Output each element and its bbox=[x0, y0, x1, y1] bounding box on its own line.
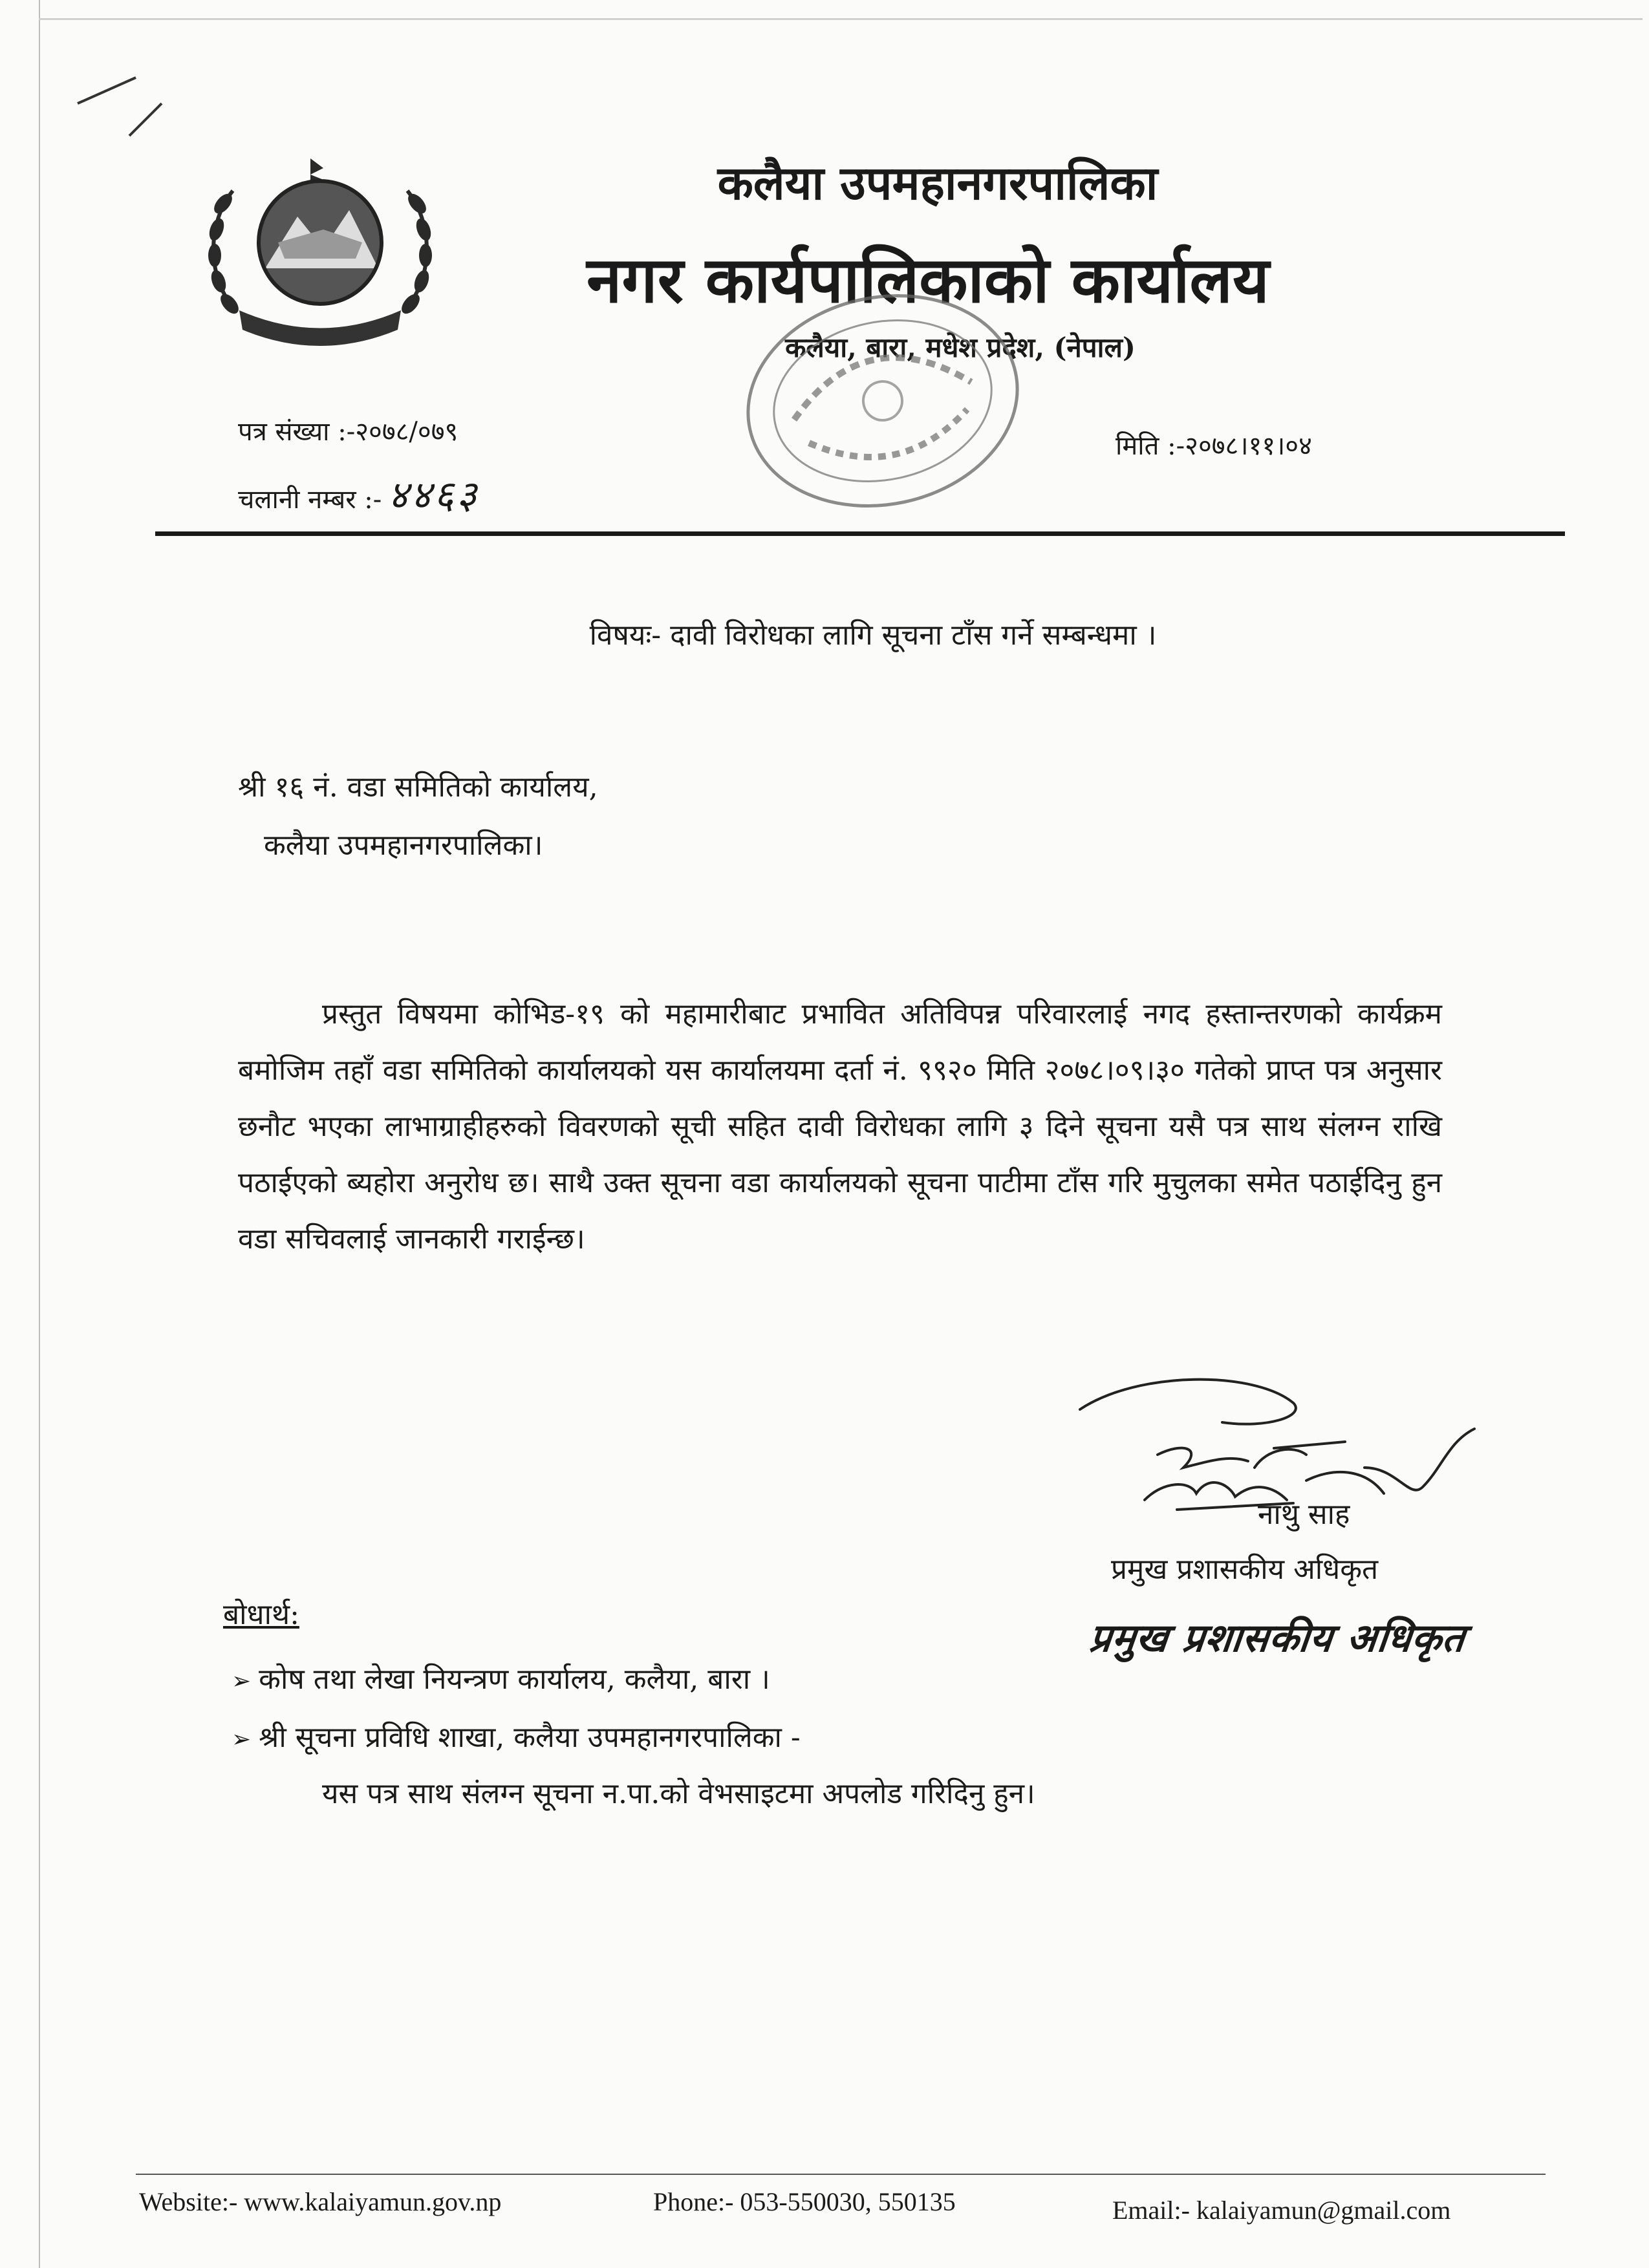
signatory-name: नाथु साह bbox=[1258, 1498, 1350, 1531]
letter-body: प्रस्तुत विषयमा कोभिड-१९ को महामारीबाट प्रभावित अतिविपन्न परिवारलाई नगद हस्तान्तरणको कार्यक्रम बमोजिम तहाँ वडा समितिको कार्यालयको यस कार्यालयमा दर्ता नं. ९९२० मिति २०७८।०९।३० गतेको प्राप्त पत्र अनुसार छनौट भएका लाभाग्राहीहरुको विवरणको सूची सहित दावी विरोधका लागि ३ दिने सूचना यसै पत्र साथ संलग्न राखि पठाईएको ब्यहोरा अनुरोध छ। साथै उक्त सूचना वडा कार्यालयको सूचना पाटीमा टाँस गरि मुचुलका समेत पठाईदिनु हुन वडा सचिवलाई जानकारी गराईन्छ। bbox=[238, 998, 1442, 1256]
footer-divider bbox=[136, 2174, 1546, 2175]
signatory-title: प्रमुख प्रशासकीय अधिकृत bbox=[1111, 1553, 1379, 1586]
cc-item bbox=[232, 1658, 770, 1697]
office-stamp-icon bbox=[731, 278, 1035, 524]
dispatch-number bbox=[238, 467, 479, 520]
cc-item-note: यस पत्र साथ संलग्न सूचना न.पा.को वेभसाइटमा अपलोड गरिदिनु हुन। bbox=[322, 1777, 1035, 1810]
cc-item-text: कोष तथा लेखा नियन्त्रण कार्यालय, कलैया, बारा । bbox=[259, 1663, 770, 1696]
cc-item-text: श्री सूचना प्रविधि शाखा, कलैया उपमहानगरपालिका - bbox=[259, 1721, 801, 1754]
header-divider bbox=[155, 531, 1565, 536]
scan-top-edge bbox=[39, 18, 1643, 20]
letter-number bbox=[238, 412, 458, 448]
addressee-line-1: श्री १६ नं. वडा समितिको कार्यालय, bbox=[238, 771, 598, 804]
municipality-name: कलैया उपमहानगरपालिका bbox=[717, 155, 1158, 210]
footer-phone: Phone:- 053-550030, 550135 bbox=[653, 2187, 956, 2216]
cc-item bbox=[232, 1717, 801, 1755]
letter-number-value: २०७८/०७९ bbox=[355, 417, 458, 447]
footer-email: Email:- kalaiyamun@gmail.com bbox=[1112, 2196, 1451, 2225]
letter-date bbox=[1116, 427, 1312, 462]
letter-date-value: २०७८।११।०४ bbox=[1185, 431, 1312, 461]
letter-date-label: मिति :- bbox=[1116, 431, 1185, 461]
signatory-rubber-seal: प्रमुख प्रशासकीय अधिकृत bbox=[1087, 1616, 1468, 1661]
cc-heading: बोधार्थ: bbox=[223, 1598, 299, 1631]
addressee-line-2: कलैया उपमहानगरपालिका। bbox=[264, 829, 543, 862]
office-name: नगर कार्यपालिकाको कार्यालय bbox=[587, 243, 1269, 317]
arrow-bullet-icon: ➢ bbox=[232, 1668, 252, 1695]
letter-number-label: पत्र संख्या :- bbox=[238, 417, 356, 447]
corner-pen-mark bbox=[65, 65, 168, 149]
subject-line: विषयः- दावी विरोधका लागि सूचना टाँस गर्ने सम्बन्धमा । bbox=[589, 619, 1157, 652]
arrow-bullet-icon: ➢ bbox=[232, 1726, 252, 1753]
footer-website: Website:- www.kalaiyamun.gov.np bbox=[139, 2187, 502, 2216]
dispatch-number-handwritten: ४४६३ bbox=[388, 473, 480, 518]
dispatch-number-label: चलानी नम्बर :- bbox=[238, 485, 382, 515]
office-address: कलैया, बारा, मधेश प्रदेश, (नेपाल) bbox=[785, 332, 1136, 363]
